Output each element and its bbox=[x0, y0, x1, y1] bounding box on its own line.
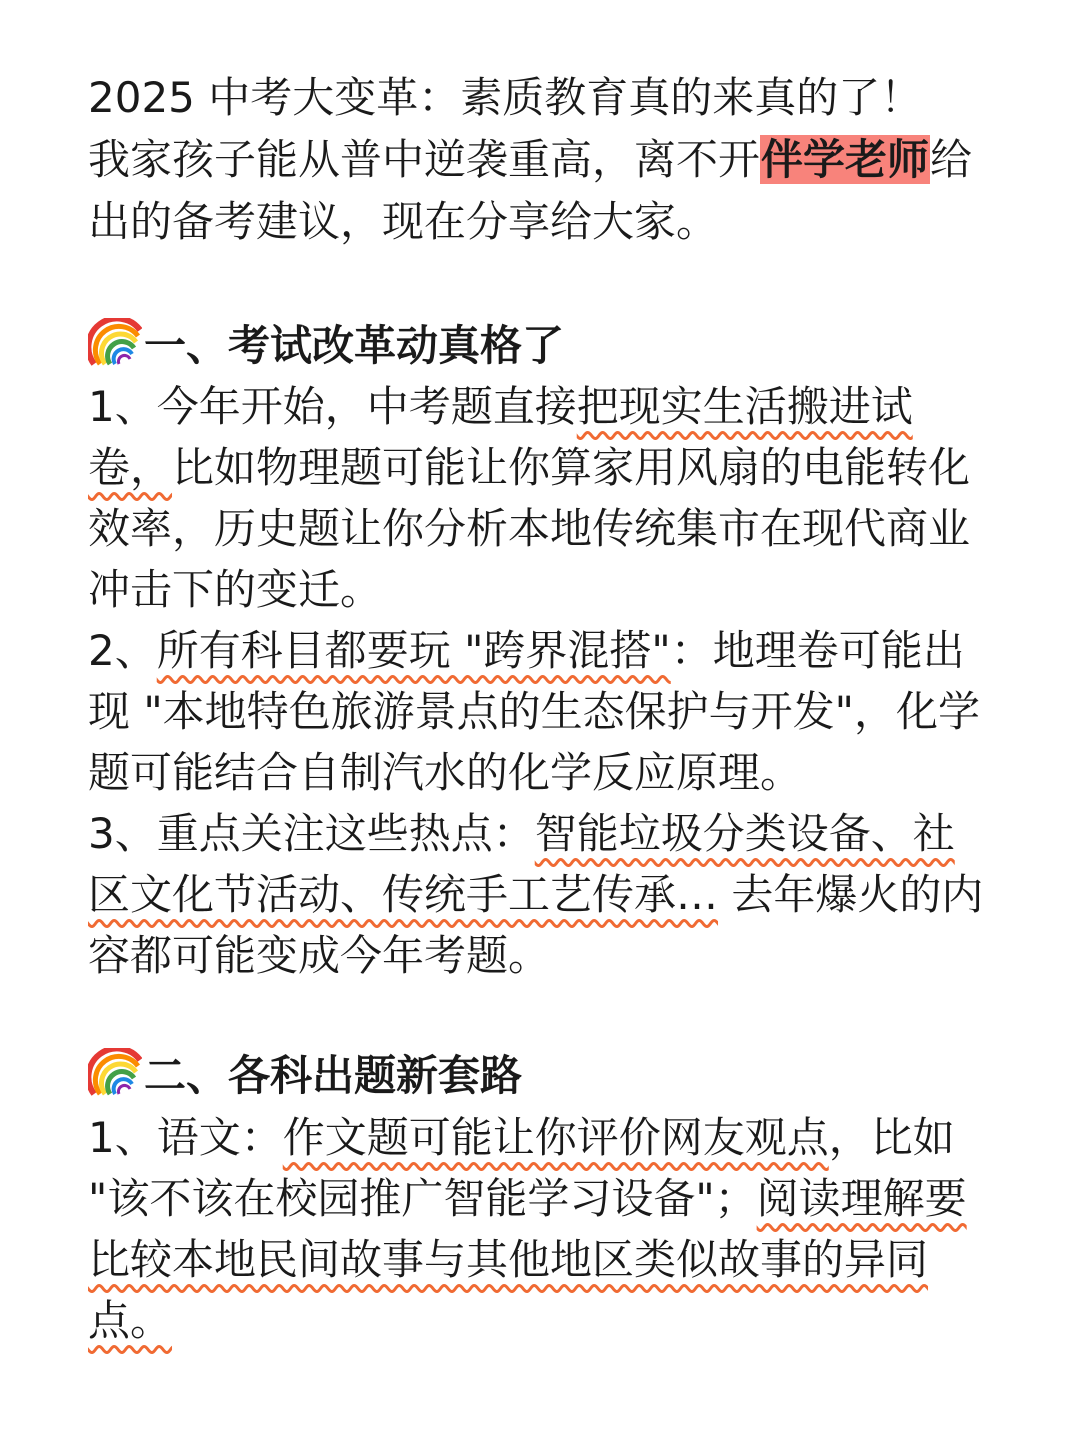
s1-p1-line-1 bbox=[88, 379, 913, 435]
body-text: 现 "本地特色旅游景点的生态保护与开发"，化学 bbox=[88, 687, 980, 736]
underlined-text: 卷， bbox=[88, 443, 173, 492]
body-text: 1、语文： bbox=[88, 1113, 283, 1162]
underlined-text: 把现实生活搬进试 bbox=[576, 382, 913, 431]
s1-p1-line-4 bbox=[88, 562, 382, 618]
underlined-text: 点。 bbox=[88, 1296, 173, 1345]
s1-p3-line-1 bbox=[88, 806, 955, 862]
underlined-text: 区文化节活动、传统手工艺传承… bbox=[88, 870, 719, 919]
body-text: 3、重点关注这些热点： bbox=[88, 809, 535, 858]
body-text: "该不该在校园推广智能学习设备"； bbox=[88, 1174, 757, 1223]
intro-line-2 bbox=[88, 132, 972, 188]
section-title: 二、各科出题新套路 bbox=[144, 1051, 523, 1100]
section-1-heading bbox=[88, 318, 564, 374]
s2-p1-line-3 bbox=[88, 1232, 928, 1288]
underlined-text: 智能垃圾分类设备、社 bbox=[534, 809, 955, 858]
section-title: 一、考试改革动真格了 bbox=[144, 321, 565, 370]
rainbow-icon bbox=[88, 318, 142, 366]
intro-line-3 bbox=[88, 194, 718, 250]
rainbow-icon bbox=[88, 1048, 142, 1096]
underlined-text: 作文题可能让你评价网友观点 bbox=[282, 1113, 829, 1162]
section-2-heading bbox=[88, 1048, 522, 1104]
underlined-text: 比较本地民间故事与其他地区类似故事的异同 bbox=[88, 1235, 929, 1284]
body-text: ：地理卷可能出 bbox=[670, 626, 965, 675]
intro-text: 2025 中考大变革：素质教育真的来真的了！ bbox=[88, 73, 923, 122]
body-text: 2、 bbox=[88, 626, 157, 675]
s2-p1-line-4 bbox=[88, 1293, 172, 1349]
body-text: 去年爆火的内 bbox=[718, 870, 984, 919]
underlined-text: 阅读理解要 bbox=[756, 1174, 967, 1223]
body-text: 效率，历史题让你分析本地传统集市在现代商业 bbox=[88, 504, 971, 553]
body-text: 比如物理题可能让你算家用风扇的电能转化 bbox=[172, 443, 971, 492]
s1-p2-line-2 bbox=[88, 684, 980, 740]
body-text: ，比如 bbox=[828, 1113, 955, 1162]
s1-p1-line-2 bbox=[88, 440, 970, 496]
s1-p3-line-3 bbox=[88, 928, 550, 984]
body-text: 1、今年开始，中考题直接 bbox=[88, 382, 577, 431]
s1-p2-line-1 bbox=[88, 623, 965, 679]
s1-p2-line-3 bbox=[88, 745, 802, 801]
s1-p3-line-2 bbox=[88, 867, 983, 923]
s1-p1-line-3 bbox=[88, 501, 970, 557]
s2-p1-line-1 bbox=[88, 1110, 955, 1166]
s2-p1-line-2 bbox=[88, 1171, 967, 1227]
body-text: 冲击下的变迁。 bbox=[88, 565, 383, 614]
intro-text: 给 bbox=[930, 135, 973, 184]
intro-line-1 bbox=[88, 70, 922, 126]
highlight-text: 伴学老师 bbox=[761, 135, 930, 184]
body-text: 容都可能变成今年考题。 bbox=[88, 931, 551, 980]
underlined-text: 所有科目都要玩 "跨界混搭" bbox=[156, 626, 671, 675]
intro-text: 我家孩子能从普中逆袭重高，离不开 bbox=[88, 135, 761, 184]
body-text: 题可能结合自制汽水的化学反应原理。 bbox=[88, 748, 803, 797]
intro-text: 出的备考建议，现在分享给大家。 bbox=[88, 197, 719, 246]
